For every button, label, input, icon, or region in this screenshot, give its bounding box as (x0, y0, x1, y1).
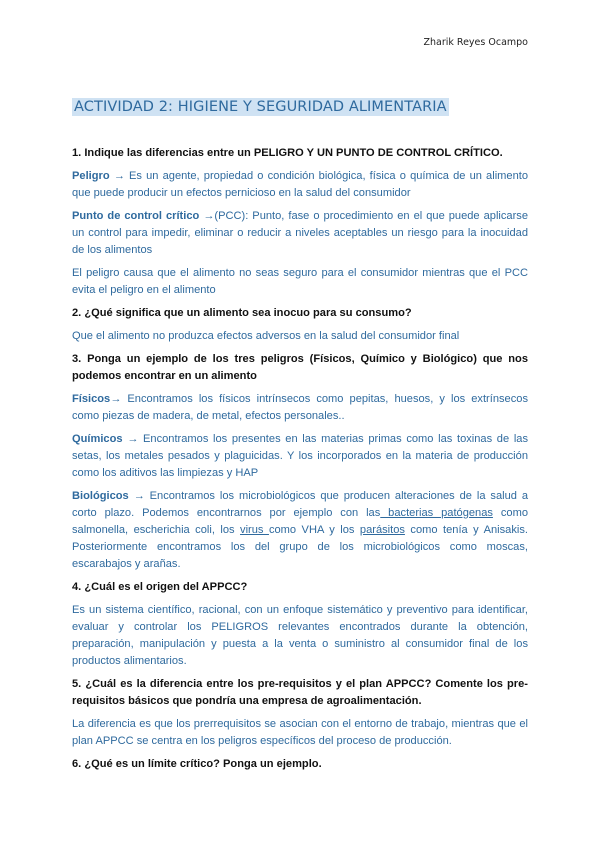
term-peligro: Peligro → (72, 170, 125, 182)
term-pcc: Punto de control crítico (72, 210, 200, 222)
answer-1-peligro: Peligro → Es un agente, propiedad o condición biológica, física o química de un alimento que puede producir un efectos pernicioso en la salud del consumidor (72, 170, 528, 199)
link-parasitos: parásitos (359, 524, 405, 536)
answer-3-quimicos: Químicos → Encontramos los presentes en las materias primas como las toxinas de las setas, los metales pesados y plaguicidas. Y los incorporados en la materia de producción como los aditivos las limpiezas y HAP (72, 433, 528, 479)
term-biologicos: Biológicos (72, 490, 129, 502)
document-body (72, 145, 528, 779)
link-bacterias: bacterias patógenas (380, 507, 493, 519)
question-2: 2. ¿Qué significa que un alimento sea inocuo para su consumo? (72, 307, 412, 319)
question-4: 4. ¿Cuál es el origen del APPCC? (72, 581, 248, 593)
answer-3-fisicos: Físicos→ Encontramos los físicos intrínsecos como pepitas, huesos, y los extrínsecos como piezas de madera, de metal, efectos personales.. (72, 393, 528, 422)
question-6: 6. ¿Qué es un límite crítico? Ponga un ejemplo. (72, 758, 322, 770)
link-virus: virus (240, 524, 269, 536)
answer-1-pcc: Punto de control crítico →(PCC): Punto, fase o procedimiento en el que puede aplicarse un control para impedir, eliminar o reducir a niveles aceptables un riesgo para la inocuidad de los alimentos (72, 210, 528, 256)
page-title: ACTIVIDAD 2: HIGIENE Y SEGURIDAD ALIMENTARIA (74, 99, 447, 115)
term-fisicos: Físicos (72, 393, 111, 405)
answer-4: Es un sistema científico, racional, con un enfoque sistemático y preventivo para identificar, evaluar y controlar los PELIGROS relevantes encontrados durante la obtención, preparación, manipulación y puesta a la venta o suministro al consumidor final de los productos alimentarios. (72, 604, 528, 667)
question-3: 3. Ponga un ejemplo de los tres peligros (Físicos, Químico y Biológico) que nos podemos encontrar en un alimento (72, 353, 528, 382)
answer-2: Que el alimento no produzca efectos adversos en la salud del consumidor final (72, 330, 460, 342)
answer-5: La diferencia es que los prerrequisitos se asocian con el entorno de trabajo, mientras que el plan APPCC se centra en los peligros específicos del proceso de producción. (72, 718, 528, 747)
author-name: Zharik Reyes Ocampo (423, 37, 528, 48)
term-quimicos: Químicos (72, 433, 123, 445)
answer-1-diff: El peligro causa que el alimento no seas seguro para el consumidor mientras que el PCC evita el peligro en el alimento (72, 267, 528, 296)
question-5: 5. ¿Cuál es la diferencia entre los pre-requisitos y el plan APPCC? Comente los pre-requisitos básicos que pondría una empresa de agroalimentación. (72, 678, 528, 707)
answer-3-biologicos: Biológicos → Encontramos los microbiológicos que producen alteraciones de la salud a corto plazo. Podemos encontrarnos por ejemplo con las bacterias patógenas como salmonella, escherichia coli, los virus como VHA y los parásitos como tenía y Anisakis. Posteriormente encontramos los del grupo de los microbiológicos como moscas, escarabajos y arañas. (72, 490, 528, 570)
question-1: 1. Indique las diferencias entre un PELIGRO Y UN PUNTO DE CONTROL CRÍTICO. (72, 147, 503, 159)
